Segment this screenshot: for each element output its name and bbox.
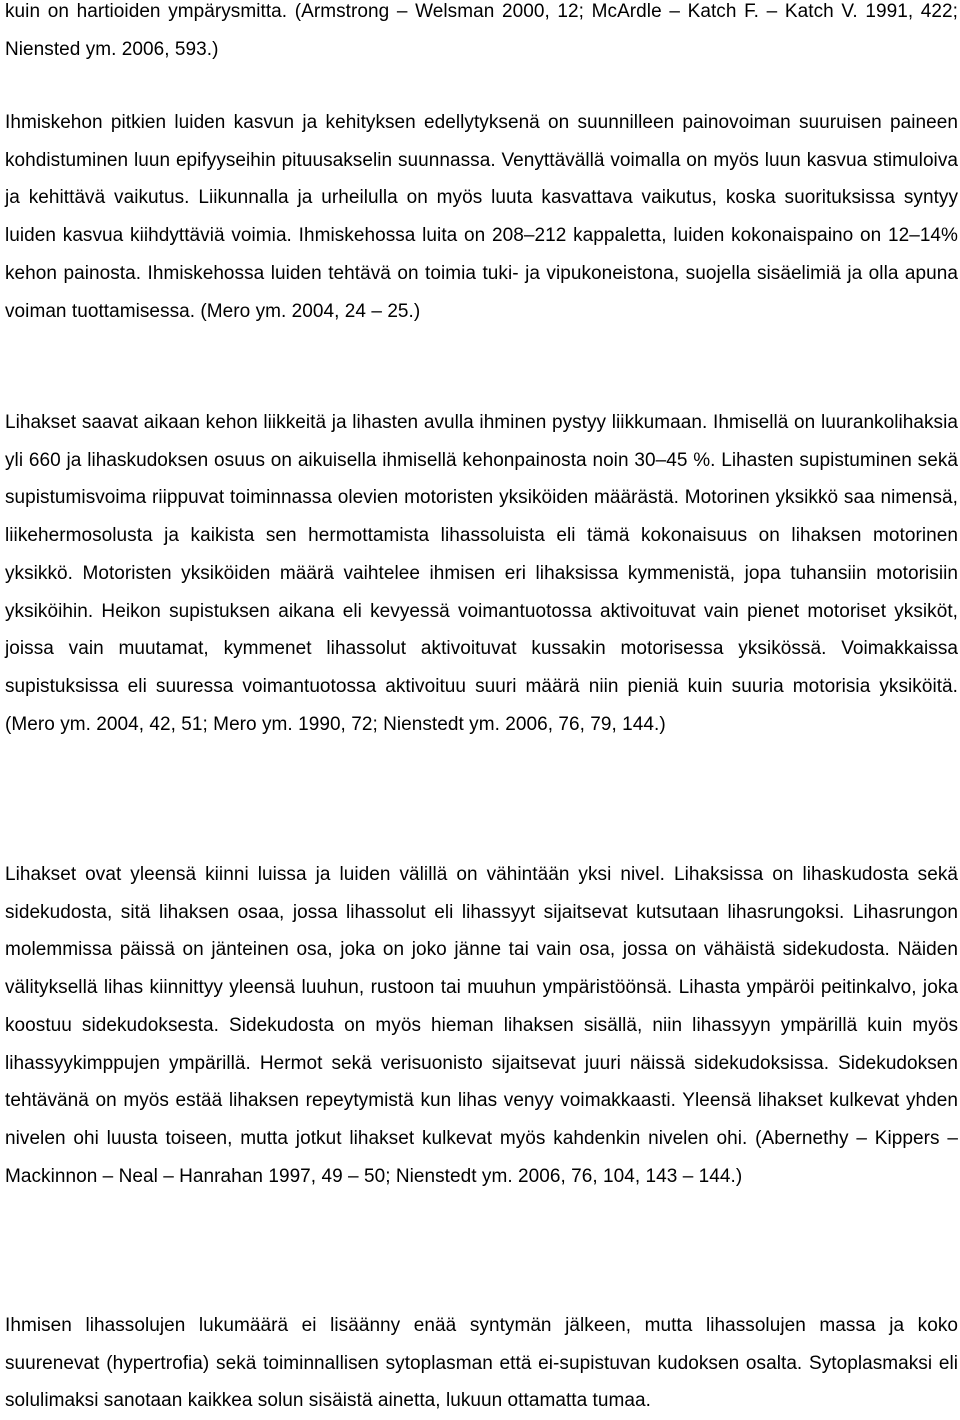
paragraph-bone-growth: Ihmiskehon pitkien luiden kasvun ja kehityksen edellytyksenä on suunnilleen painovoiman suuruisen paineen kohdistuminen luun epifyyseihin pituusakselin suunnassa. Venyttävällä voimalla on myös luun kasvua stimuloiva ja kehittävä vaikutus. Liikunnalla ja urheilulla on myös luuta kasvattava vaikutus, koska suorituksissa syntyy luiden kasvua kiihdyttäviä voimia. Ihmiskehossa luita on 208–212 kappaletta, luiden kokonaispaino on 12–14% kehon painosta. Ihmiskehossa luiden tehtävä on toimia tuki- ja vipukoneistona, suojella sisäelimiä ja olla apuna voiman tuottamisessa. (Mero ym. 2004, 24 – 25.) <box>5 112 958 322</box>
paragraph-bone-shape-references: kuin on hartioiden ympärysmitta. (Armstrong – Welsman 2000, 12; McArdle – Katch F. – Katch V. 1991, 422; Niensted ym. 2006, 593.) <box>5 1 958 60</box>
paragraph-motor-units: Lihakset saavat aikaan kehon liikkeitä ja lihasten avulla ihminen pystyy liikkumaan. Ihmisellä on luurankolihaksia yli 660 ja lihaskudoksen osuus on aikuisella ihmisellä kehonpainosta noin 30–45 %. Lihasten supistuminen sekä supistumisvoima riippuvat toiminnassa olevien motoristen yksiköiden määrästä. Motorinen yksikkö saa nimensä, liikehermosolusta ja kaikista sen hermottamista lihassoluista eli tämä kokonaisuus on lihaksen motorinen yksikkö. Motoristen yksiköiden määrä vaihtelee ihmisen eri lihaksissa kymmenistä, jopa tuhansiin motorisiin yksiköihin. Heikon supistuksen aikana eli kevyessä voimantuotossa aktivoituvat vain pienet motoriset yksiköt, joissa vain muutamat, kymmenet lihassolut aktivoituvat kussakin motorisessa yksikössä. Voimakkaissa supistuksissa eli suuressa voimantuotossa aktivoituu suuri määrä niin pieniä kuin suuria motorisia yksiköitä. (Mero ym. 2004, 42, 51; Mero ym. 1990, 72; Nienstedt ym. 2006, 76, 79, 144.) <box>5 412 958 735</box>
paragraph-hypertrophy: Ihmisen lihassolujen lukumäärä ei lisäänny enää syntymän jälkeen, mutta lihassolujen massa ja koko suurenevat (hypertrofia) sekä toiminnallisen sytoplasman että ei-supistuvan kudoksen osalta. Sytoplasmaksi eli solulimaksi sanotaan kaikkea solun sisäistä ainetta, lukuun ottamatta tumaa. <box>5 1315 958 1412</box>
paragraph-muscle-structure: Lihakset ovat yleensä kiinni luissa ja luiden välillä on vähintään yksi nivel. Lihaksissa on lihaskudosta sekä sidekudosta, sitä lihaksen osaa, jossa lihassolut eli lihassyyt sijaitsevat kutsutaan lihasrungoksi. Lihasrungon molemmissa päissä on jänteinen osa, joka on joko jänne tai vain osa, jossa on vähäistä sidekudosta. Näiden välityksellä lihas kiinnittyy yleensä luuhun, rustoon tai muuhun ympäristöönsä. Lihasta ympäröi peitinkalvo, joka koostuu sidekudoksesta. Sidekudosta on myös hieman lihaksen sisällä, niin lihassyyn ympärillä kuin myös lihassyykimppujen ympärillä. Hermot sekä verisuonisto sijaitsevat juuri näissä sidekudoksissa. Sidekudoksen tehtävänä on myös estää lihaksen repeytymistä kun lihas venyy voimakkaasti. Yleensä lihakset kulkevat yhden nivelen ohi luusta toiseen, mutta jotkut lihakset kulkevat myös kahdenkin nivelen ohi. (Abernethy – Kippers – Mackinnon – Neal – Hanrahan 1997, 49 – 50; Nienstedt ym. 2006, 76, 104, 143 – 144.) <box>5 864 958 1187</box>
